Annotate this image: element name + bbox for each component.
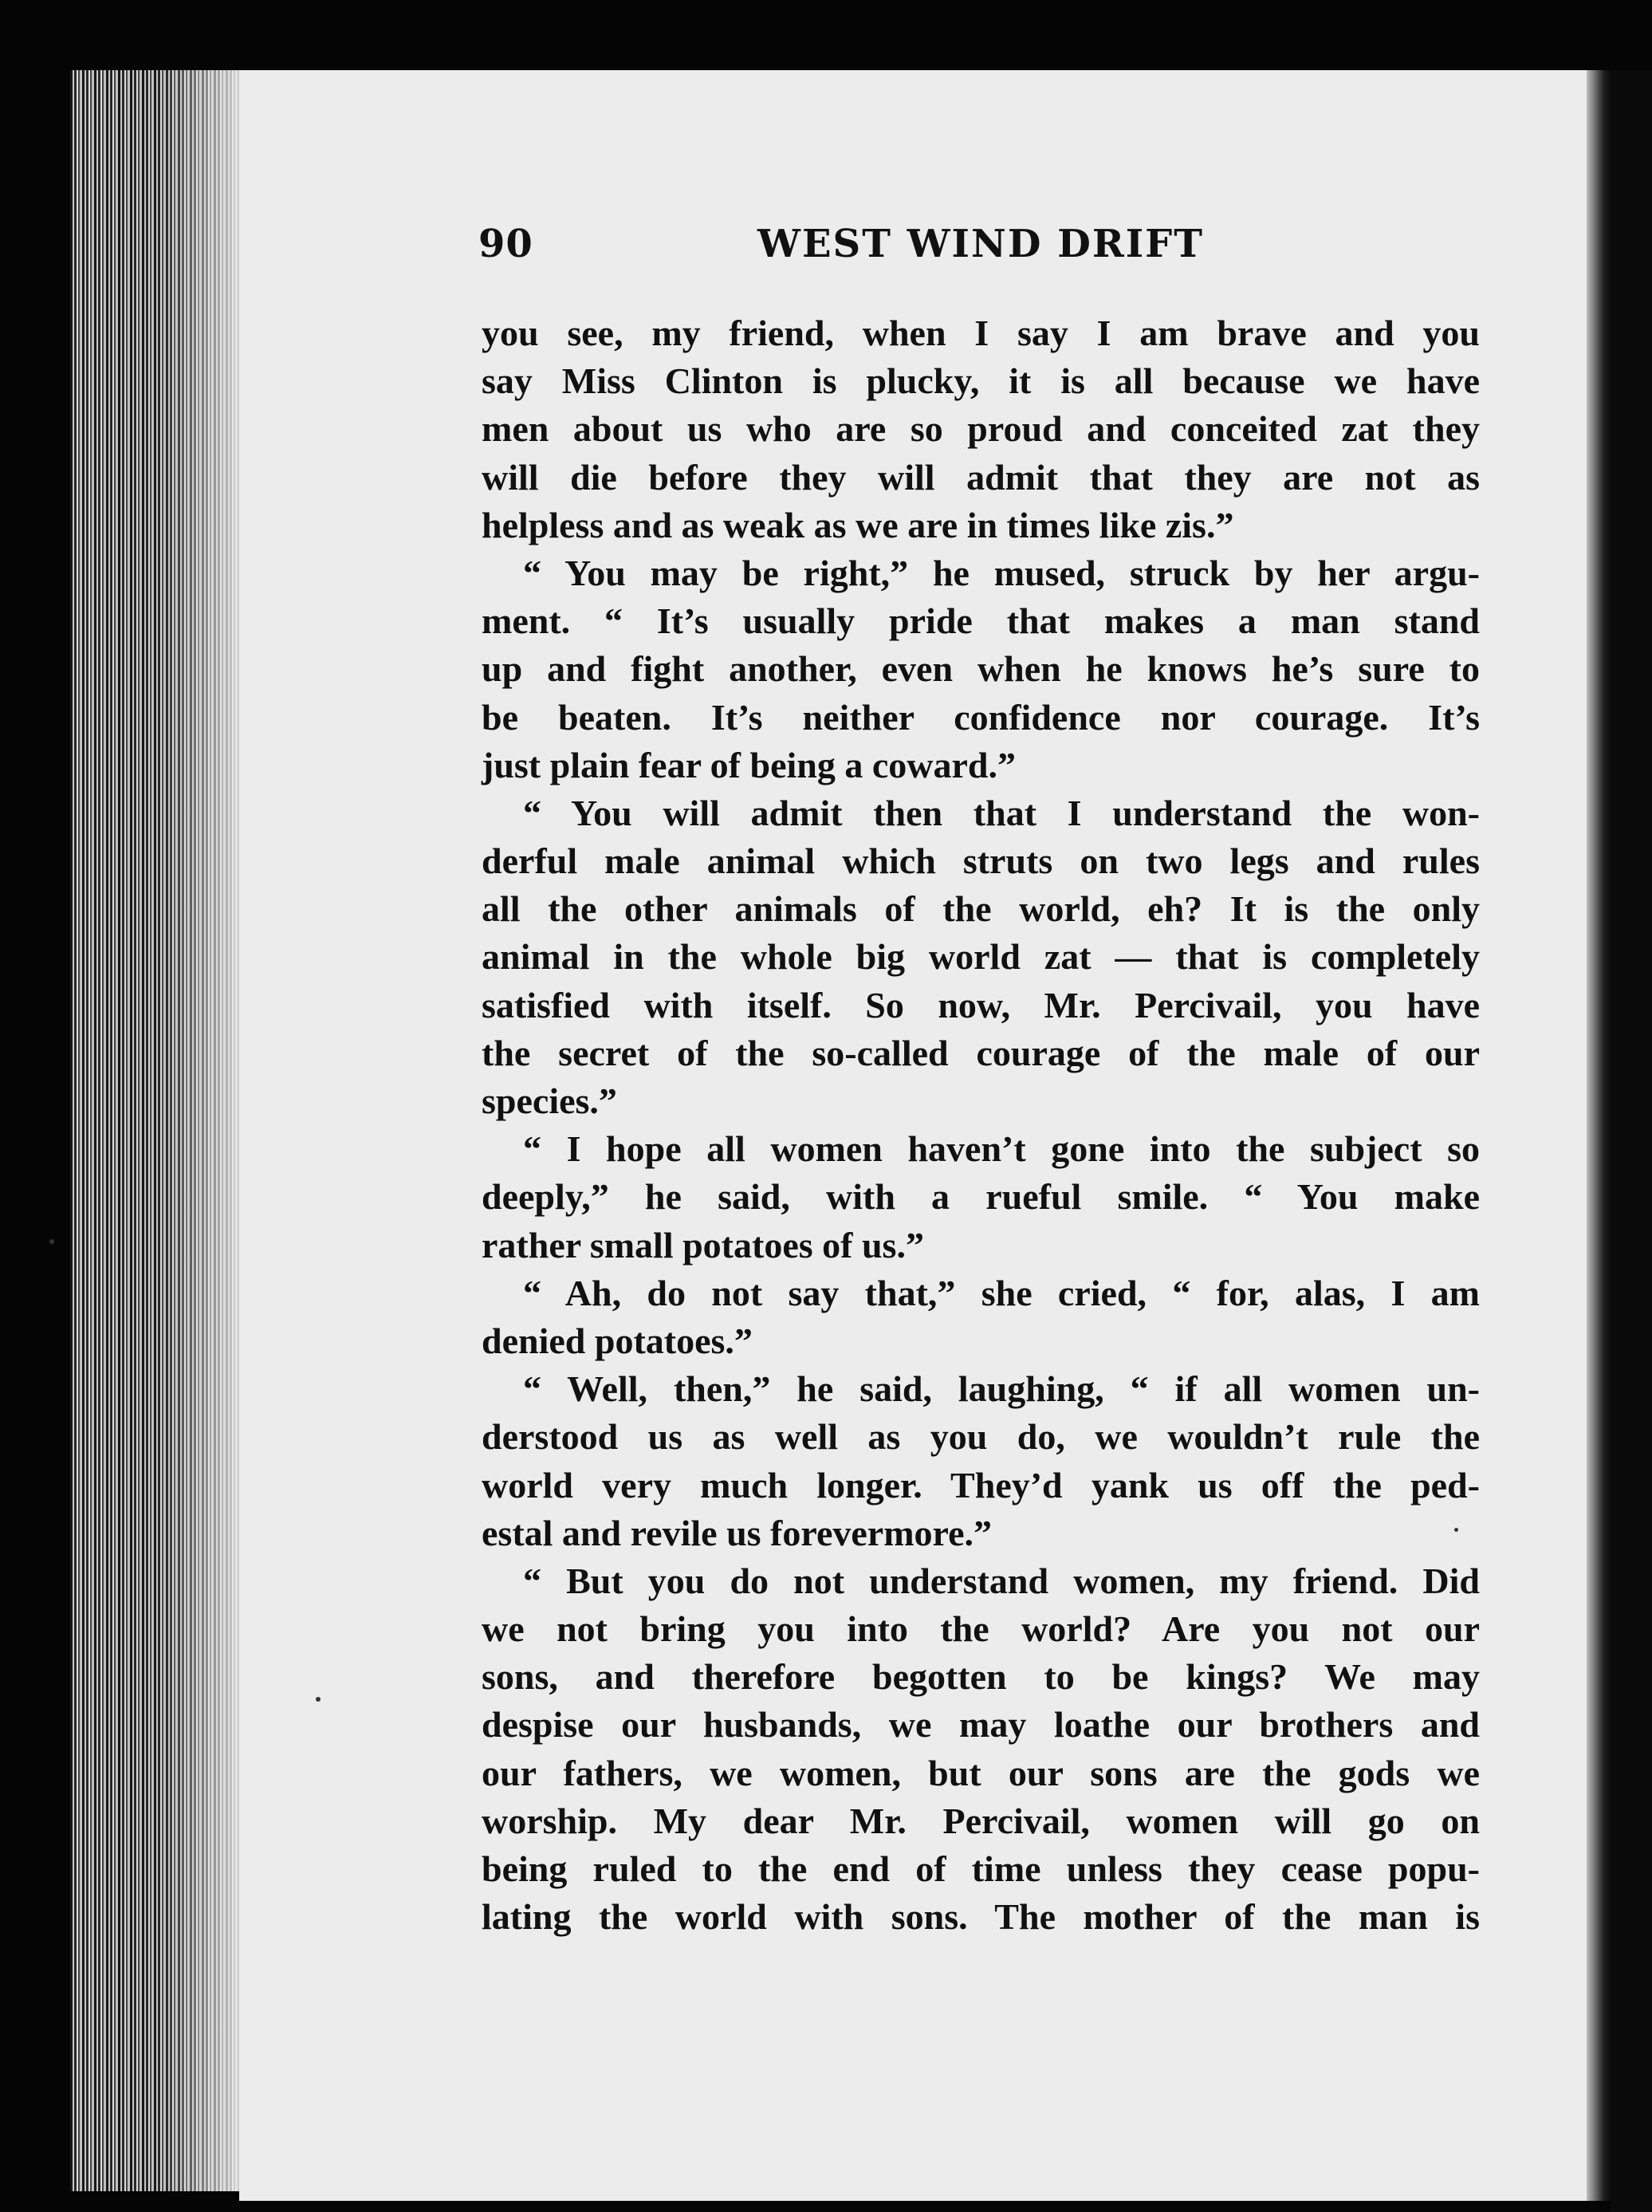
running-head: [478, 222, 1483, 285]
page-fore-edge-fade: [159, 70, 247, 2191]
text-line: the secret of the so-called courage of the male of our: [482, 1032, 1480, 1073]
text-line: satisfied with itself. So now, Mr. Percivail, you have: [482, 984, 1480, 1025]
text-line: derstood us as well as you do, we wouldn’t rule the: [482, 1416, 1480, 1458]
text-line: be beaten. It’s neither confidence nor courage. It’s: [482, 696, 1480, 738]
text-line: sons, and therefore begotten to be kings? We may: [482, 1656, 1480, 1698]
text-line: helpless and as weak as we are in times like zis.”: [482, 504, 1234, 545]
text-line: species.”: [482, 1080, 617, 1121]
text-line: being ruled to the end of time unless they cease popu-: [482, 1848, 1480, 1889]
text-line: up and fight another, even when he knows he’s sure to: [482, 648, 1480, 690]
running-title: WEST WIND DRIFT: [757, 222, 1204, 266]
text-line: we not bring you into the world? Are you not our: [482, 1608, 1480, 1650]
text-line: lating the world with sons. The mother of the man is: [482, 1896, 1480, 1938]
text-line: world very much longer. They’d yank us off the ped-: [482, 1464, 1480, 1505]
text-line: estal and revile us forevermore.”: [482, 1512, 993, 1553]
dust-speck: [49, 1239, 54, 1244]
text-line: “ But you do not understand women, my friend. Did: [523, 1560, 1480, 1601]
text-line: you see, my friend, when I say I am brave and you: [482, 313, 1480, 353]
text-line: “ You may be right,” he mused, struck by her argu-: [523, 552, 1480, 593]
body-text: [482, 309, 1480, 1941]
text-line: “ Well, then,” he said, laughing, “ if all women un-: [523, 1368, 1480, 1410]
dust-speck: [1454, 1528, 1458, 1532]
text-line: all the other animals of the world, eh? It is the only: [482, 888, 1480, 930]
text-line: our fathers, we women, but our sons are the gods we: [482, 1752, 1480, 1793]
text-line: worship. My dear Mr. Percivail, women will go on: [482, 1800, 1480, 1841]
text-line: “ I hope all women haven’t gone into the subject so: [523, 1128, 1480, 1170]
text-line: “ Ah, do not say that,” she cried, “ for, alas, I am: [523, 1272, 1480, 1313]
text-line: animal in the whole big world zat — that is completely: [482, 936, 1480, 978]
text-line: rather small potatoes of us.”: [482, 1224, 924, 1265]
text-line: “ You will admit then that I understand the won-: [523, 792, 1480, 833]
text-line: just plain fear of being a coward.”: [482, 744, 1016, 785]
text-line: ment. “ It’s usually pride that makes a man stand: [482, 600, 1480, 642]
text-line: despise our husbands, we may loathe our brothers and: [482, 1704, 1480, 1746]
page-number: 90: [478, 222, 533, 266]
text-line: will die before they will admit that they are not as: [482, 456, 1480, 498]
text-line: men about us who are so proud and conceited zat they: [482, 408, 1480, 450]
text-line: say Miss Clinton is plucky, it is all because we have: [482, 360, 1480, 402]
text-line: deeply,” he said, with a rueful smile. “ You make: [482, 1176, 1480, 1218]
text-line: derful male animal which struts on two legs and rules: [482, 840, 1480, 882]
gutter-shadow: [1587, 70, 1611, 2201]
binding-strip: [1611, 70, 1652, 2212]
dust-speck: [316, 1697, 321, 1702]
text-line: denied potatoes.”: [482, 1320, 753, 1361]
